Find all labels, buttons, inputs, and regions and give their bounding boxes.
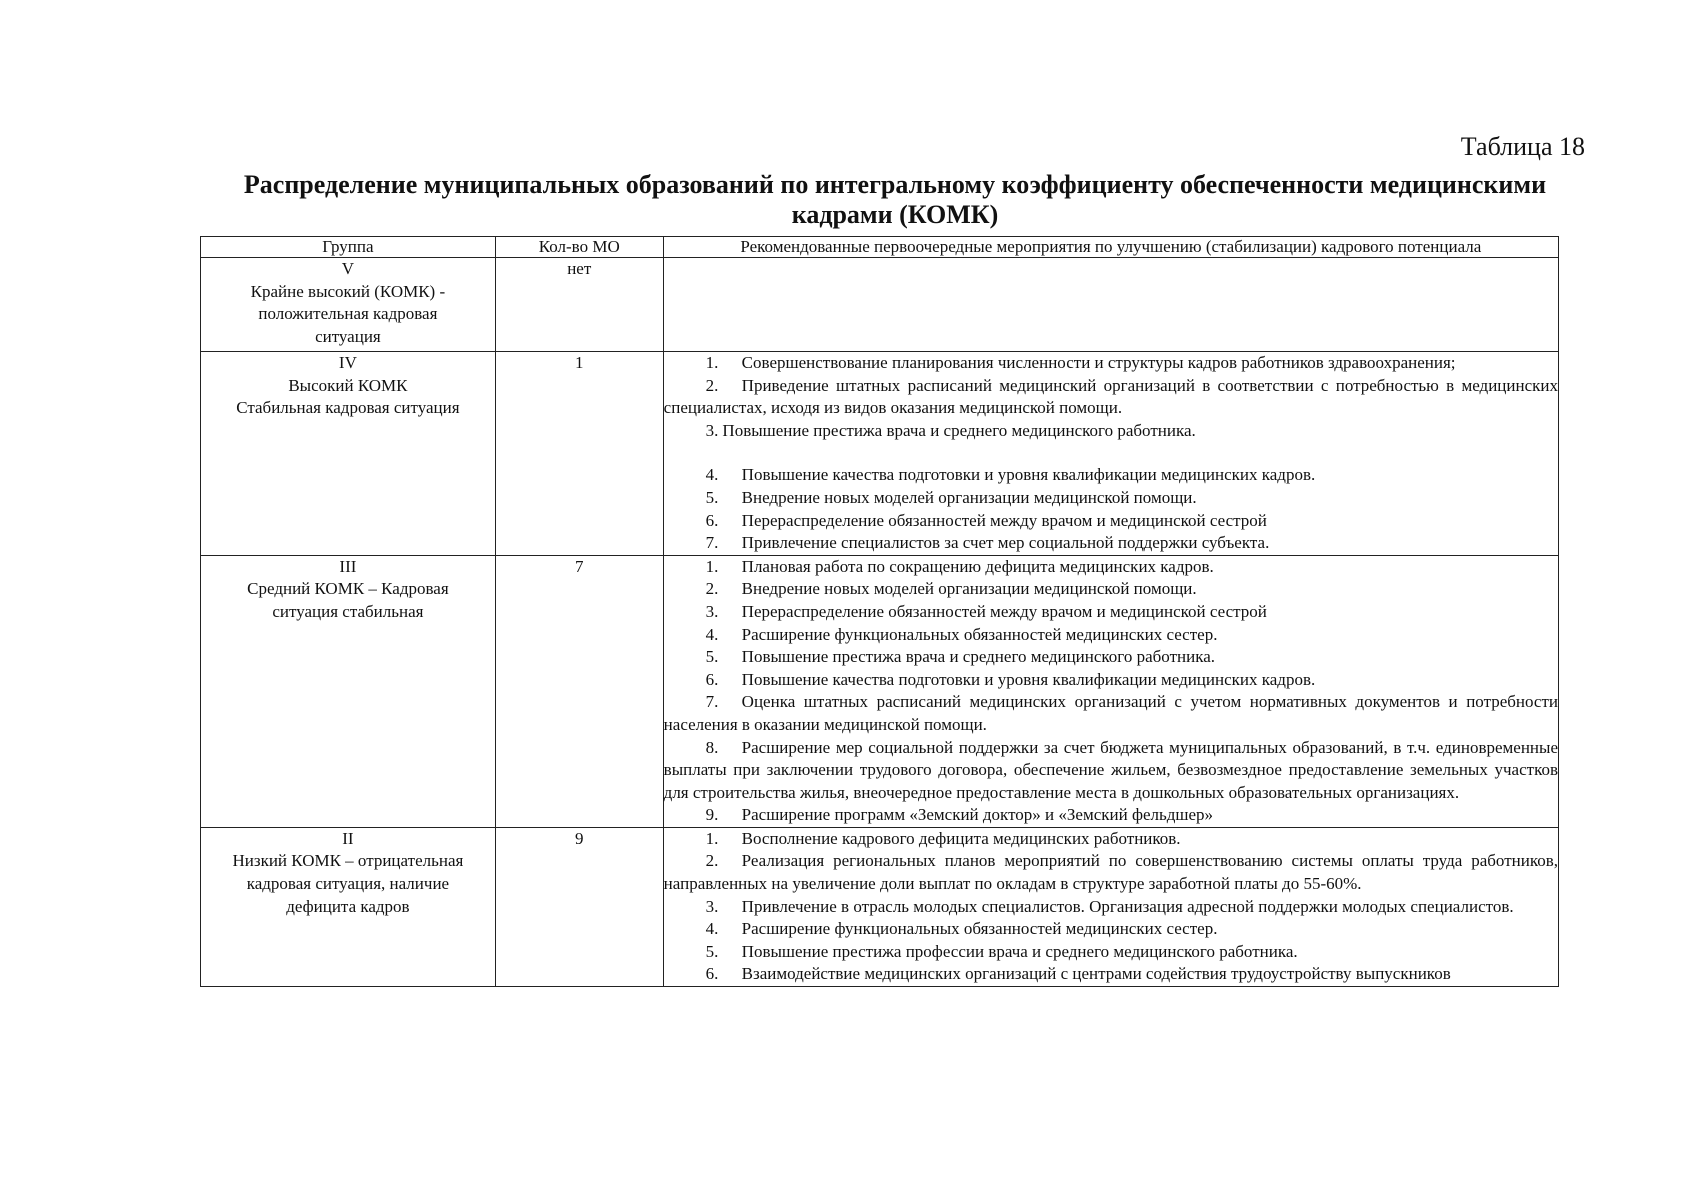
measure-item	[664, 375, 1558, 420]
measure-number: 2.	[705, 579, 719, 599]
measure-item	[664, 420, 1558, 443]
measure-number: 6.	[705, 510, 719, 530]
measure-number: 4.	[705, 624, 719, 644]
measure-text: Повышение престижа врача и среднего медицинского работника.	[722, 420, 1196, 440]
measure-number: 5.	[705, 647, 719, 667]
group-roman: V	[341, 259, 355, 278]
measure-text: Повышение престижа врача и среднего медицинского работника.	[741, 647, 1215, 667]
measure-text: Взаимодействие медицинских организаций с центрами содействия трудоустройству выпускников	[741, 964, 1451, 984]
count-cell: 1	[495, 352, 663, 556]
measure-number: 9.	[705, 805, 719, 825]
measure-item	[664, 828, 1558, 851]
measure-text: Оценка штатных расписаний медицинских организаций с учетом нормативных документов и потребности населения в оказании медицинской помощи.	[663, 692, 1558, 734]
measure-item	[664, 941, 1558, 964]
group-cell	[201, 352, 496, 556]
measure-text: Плановая работа по сокращению дефицита медицинских кадров.	[741, 556, 1214, 576]
group-line: кадровая ситуация, наличие	[246, 874, 450, 894]
measure-number: 1.	[705, 828, 719, 848]
measure-number: 2.	[705, 375, 719, 395]
table-header-row	[201, 237, 1559, 258]
measure-number: 7.	[705, 533, 719, 553]
measures-cell	[663, 555, 1558, 827]
measure-number: 2.	[705, 851, 719, 871]
measure-text: Расширение мер социальной поддержки за счет бюджета муниципальных образований, в т.ч. единовременные выплаты при заключении трудового договора, обеспечение жильем, безвозмездное предоставление земельных участков для строительства жилья, внеочередное предоставление места в дошкольных образовательных организациях.	[663, 737, 1558, 802]
measure-number: 8.	[705, 737, 719, 757]
measure-item	[664, 601, 1558, 624]
group-roman: III	[339, 556, 357, 576]
measure-item	[664, 532, 1558, 555]
measure-item	[664, 804, 1558, 827]
measure-number: 7.	[705, 692, 719, 712]
measure-text: Совершенствование планирования численности и структуры кадров работников здравоохранения;	[741, 353, 1456, 372]
measure-item	[664, 464, 1558, 487]
table-number-label: Таблица 18	[1460, 132, 1585, 161]
measure-number: 6.	[705, 964, 719, 984]
measure-item	[664, 646, 1558, 669]
measure-text: Внедрение новых моделей организации медицинской помощи.	[741, 487, 1197, 507]
header-measures: Рекомендованные первоочередные мероприятия по улучшению (стабилизации) кадрового потенциала	[663, 237, 1558, 258]
table-row-group-iv	[201, 352, 1559, 556]
measures-cell	[663, 258, 1558, 352]
measure-item	[664, 556, 1558, 579]
measure-item	[664, 918, 1558, 941]
measure-text: Реализация региональных планов мероприятий по совершенствованию системы оплаты труда работников, направленных на увеличение доли выплат по окладам в структуре заработной платы до 55-60%.	[663, 851, 1558, 894]
measure-text: Привлечение в отрасль молодых специалистов. Организация адресной поддержки молодых специалистов.	[741, 896, 1514, 916]
measure-item	[664, 669, 1558, 692]
measure-item	[664, 578, 1558, 601]
measure-text: Внедрение новых моделей организации медицинской помощи.	[741, 579, 1197, 599]
measure-number: 3.	[705, 601, 719, 621]
count-cell: 7	[495, 555, 663, 827]
measure-text: Повышение качества подготовки и уровня квалификации медицинских кадров.	[741, 669, 1316, 689]
measure-item	[664, 963, 1558, 986]
measure-number: 4.	[705, 465, 719, 485]
measure-item	[664, 737, 1558, 805]
measure-item	[664, 896, 1558, 919]
distribution-table	[200, 236, 1559, 987]
group-line: Крайне высокий (КОМК) -	[250, 281, 446, 301]
header-count: Кол-во МО	[495, 237, 663, 258]
measure-text: Расширение программ «Земский доктор» и «Земский фельдшер»	[741, 805, 1214, 825]
measure-item	[664, 691, 1558, 736]
measure-text: Перераспределение обязанностей между врачом и медицинской сестрой	[741, 601, 1267, 621]
measures-cell	[663, 827, 1558, 986]
group-cell	[201, 258, 496, 352]
document-title: Распределение муниципальных образований по интегральному коэффициенту обеспеченности медицинскими кадрами (КОМК)	[243, 170, 1547, 229]
measure-text: Приведение штатных расписаний медицинский организаций в соответствии с потребностью в медицинских специалистах, исходя из видов оказания медицинской помощи.	[663, 375, 1558, 418]
group-line: положительная кадровая	[258, 304, 438, 324]
table-row-group-iii	[201, 555, 1559, 827]
measure-number: 3.	[705, 420, 719, 440]
measure-item	[664, 352, 1558, 375]
measure-item	[664, 850, 1558, 895]
measure-number: 3.	[705, 896, 719, 916]
header-group: Группа	[201, 237, 496, 258]
measure-number: 1.	[705, 353, 719, 372]
measure-number: 4.	[705, 919, 719, 939]
measure-text: Привлечение специалистов за счет мер социальной поддержки субъекта.	[741, 533, 1270, 553]
count-cell: нет	[495, 258, 663, 352]
measure-text: Повышение престижа профессии врача и среднего медицинского работника.	[741, 941, 1298, 961]
group-line: Средний КОМК – Кадровая	[247, 579, 449, 599]
group-line: Низкий КОМК – отрицательная	[232, 851, 464, 871]
measure-text: Повышение качества подготовки и уровня квалификации медицинских кадров.	[741, 465, 1316, 485]
group-roman: IV	[338, 353, 357, 372]
table-row-group-ii	[201, 827, 1559, 986]
measure-text: Перераспределение обязанностей между врачом и медицинской сестрой	[741, 510, 1267, 530]
group-cell	[201, 555, 496, 827]
blank-line	[664, 442, 1558, 464]
group-roman: II	[342, 828, 354, 848]
measures-cell	[663, 352, 1558, 556]
group-line: Стабильная кадровая ситуация	[236, 398, 460, 418]
table-row-group-v	[201, 258, 1559, 352]
measure-item	[664, 510, 1558, 533]
count-cell: 9	[495, 827, 663, 986]
group-line: ситуация	[315, 326, 381, 346]
measure-text: Расширение функциональных обязанностей медицинских сестер.	[741, 624, 1218, 644]
measure-item	[664, 624, 1558, 647]
measure-number: 5.	[705, 941, 719, 961]
group-cell	[201, 827, 496, 986]
measure-item	[664, 487, 1558, 510]
measure-number: 6.	[705, 669, 719, 689]
group-line: ситуация стабильная	[272, 601, 424, 621]
group-line: дефицита кадров	[286, 896, 410, 916]
measure-text: Восполнение кадрового дефицита медицинских работников.	[741, 828, 1181, 848]
measure-text: Расширение функциональных обязанностей медицинских сестер.	[741, 919, 1218, 939]
group-line: Высокий КОМК	[288, 375, 408, 395]
measure-number: 5.	[705, 487, 719, 507]
measure-number: 1.	[705, 556, 719, 576]
